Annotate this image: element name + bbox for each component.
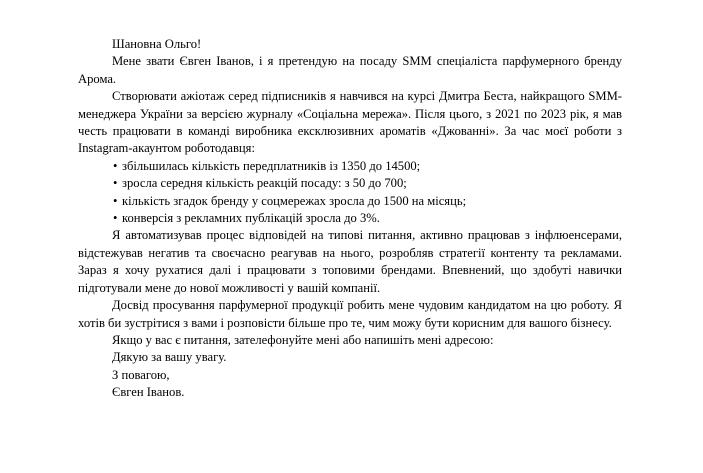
document-body	[78, 36, 622, 402]
list-item-label: конверсія з рекламних публікацій зросла до 3%.	[122, 211, 380, 226]
list-item	[78, 210, 622, 227]
list-item-label: кількість згадок бренду у соцмережах зросла до 1500 на місяць;	[122, 193, 467, 208]
contact-line: Якщо у вас є питання, зателефонуйте мені або напишіть мені адресою:	[112, 332, 494, 347]
salutation-paragraph: Шановна Ольго!	[112, 37, 202, 51]
bullet-icon: •	[113, 176, 118, 191]
signature-line: Євген Іванов.	[112, 385, 185, 400]
bullet-icon: •	[113, 211, 118, 226]
list-item	[78, 175, 622, 192]
signoff-line: З повагою,	[112, 367, 170, 382]
thanks-line: Дякую за вашу увагу.	[112, 350, 227, 365]
bullet-icon: •	[113, 158, 118, 173]
list-item	[78, 158, 622, 175]
bullet-icon: •	[113, 193, 118, 208]
intro-paragraph: Мене звати Євген Іванов, і я претендую на посаду SMM спеціаліста парфумерного бренду Арома.	[78, 54, 622, 86]
skills-paragraph: Я автоматизував процес відповідей на типові питання, активно працював з інфлюенсерами, відстежував негатив та своєчасно реагував на нього, розробляв стратегії контенту та рекламами. Зараз я хочу рухатися далі і працювати з топовими брендами. Впевнений, що здобуті навички підготували мене до нової можливості у вашій компанії.	[78, 228, 622, 295]
list-item	[78, 193, 622, 210]
experience-paragraph: Створювати ажіотаж серед підписників я навчився на курсі Дмитра Беста, найкращого SMM-менеджера України за версією журналу «Соціальна мережа». Після цього, з 2021 по 2023 рік, я мав честь працювати в команді виробника ексклюзивних ароматів «Джованні». За час моєї роботи з Instagram-акаунтом роботодавця:	[78, 89, 622, 156]
achievements-list	[78, 158, 622, 228]
list-item-label: збільшилась кількість передплатників із 1350 до 14500;	[122, 158, 421, 173]
motivation-paragraph: Досвід просування парфумерної продукції робить мене чудовим кандидатом на цю роботу. Я хотів би зустрітися з вами і розповісти більше про те, чим можу бути корисним для вашого бізнесу.	[78, 298, 622, 330]
list-item-label: зросла середня кількість реакцій посаду: з 50 до 700;	[122, 176, 407, 191]
